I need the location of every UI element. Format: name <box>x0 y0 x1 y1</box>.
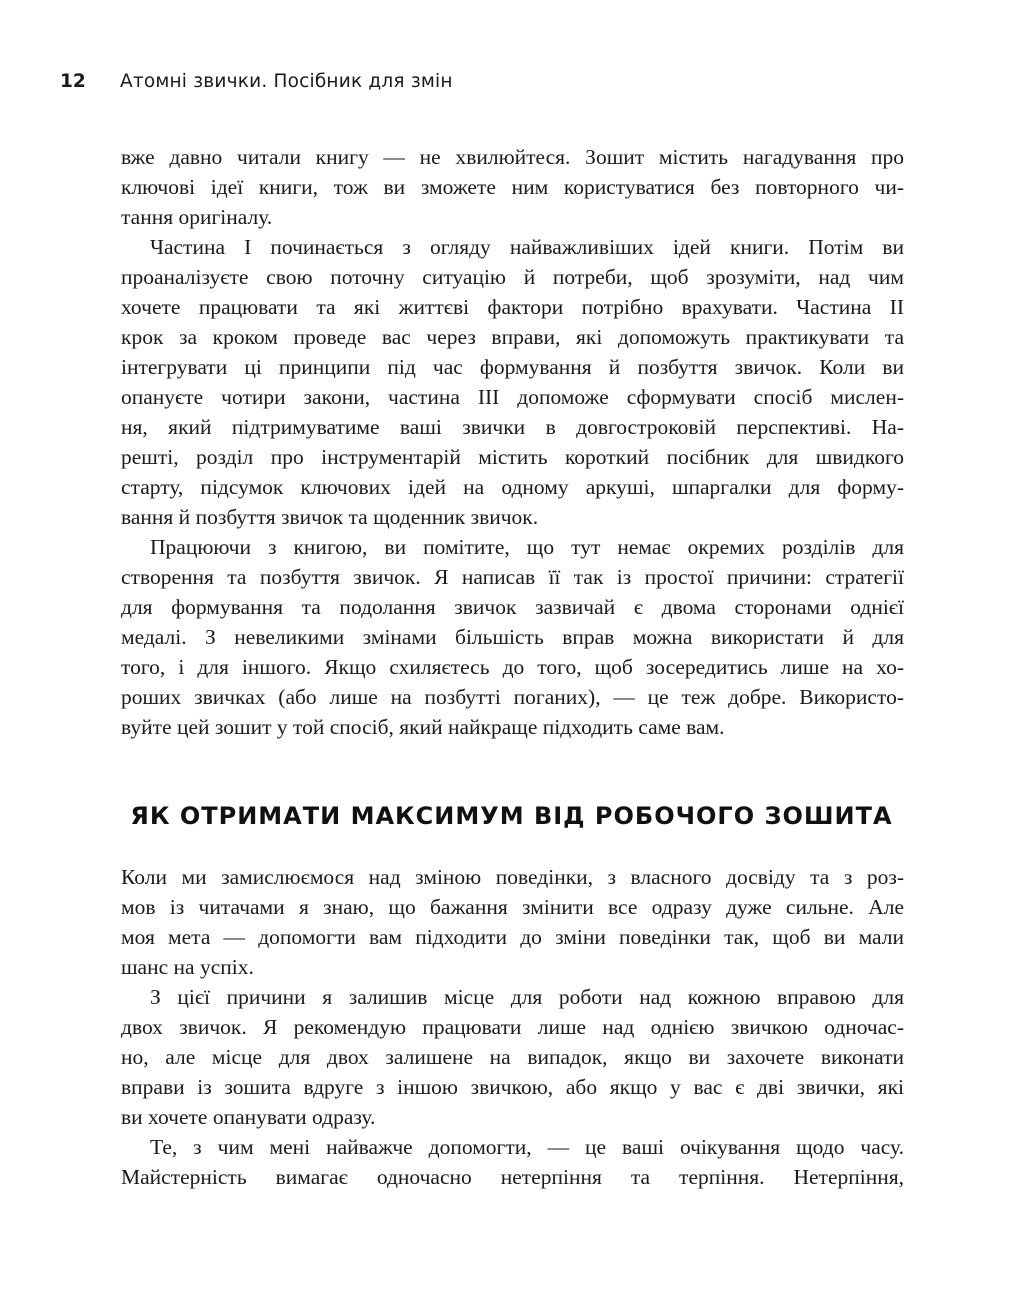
text-line: Працюючи з книгою, ви помітите, що тут немає окремих розділів для <box>150 535 904 559</box>
text-line: медалі. З невеликими змінами більшість вправ можна використати й для <box>121 625 904 649</box>
text-line: тання оригіналу. <box>121 205 273 229</box>
text-line: ключові ідеї книги, тож ви зможете ним користуватися без повторного чи- <box>121 175 904 199</box>
text-line: того, і для іншого. Якщо схиляєтесь до того, щоб зосередитись лише на хо- <box>121 655 904 679</box>
text-line: опануєте чотири закони, частина ІІІ допоможе сформувати спосіб мислен- <box>121 385 904 409</box>
text-line: но, але місце для двох залишене на випадок, якщо ви захочете виконати <box>121 1045 904 1069</box>
text-line: інтегрувати ці принципи під час формування й позбуття звичок. Коли ви <box>121 355 904 379</box>
text-line: З цієї причини я залишив місце для роботи над кожною вправою для <box>150 985 904 1009</box>
text-line: моя мета — допомогти вам підходити до зміни поведінки так, щоб ви мали <box>121 925 904 949</box>
text-line: Те, з чим мені найважче допомогти, — це ваші очікування щодо часу. <box>150 1135 904 1159</box>
text-line: хочете працювати та які життєві фактори потрібно врахувати. Частина ІІ <box>121 295 904 319</box>
body-text-before-heading <box>121 142 904 742</box>
text-line: ня, який підтримуватиме ваші звички в довгостроковій перспективі. На- <box>121 415 904 439</box>
text-line: вання й позбуття звичок та щоденник звичок. <box>121 505 539 529</box>
text-line: для формування та подолання звичок зазвичай є двома сторонами однієї <box>121 595 904 619</box>
text-line: вправи із зошита вдруге з іншою звичкою, або якщо у вас є дві звички, які <box>121 1075 904 1099</box>
text-line: вуйте цей зошит у той спосіб, який найкраще підходить саме вам. <box>121 715 725 739</box>
text-line: двох звичок. Я рекомендую працювати лише над однією звичкою одночас- <box>121 1015 904 1039</box>
running-title: Атомні звички. Посібник для змін <box>120 70 453 92</box>
text-line: шанс на успіх. <box>121 955 254 979</box>
text-line: ви хочете опанувати одразу. <box>121 1105 376 1129</box>
text-line: створення та позбуття звичок. Я написав її так із простої причини: стратегії <box>121 565 904 589</box>
text-line: проаналізуєте свою поточну ситуацію й потреби, щоб зрозуміти, над чим <box>121 265 904 289</box>
text-line: старту, підсумок ключових ідей на одному аркуші, шпаргалки для форму- <box>121 475 904 499</box>
text-line: крок за кроком проведе вас через вправи, які допоможуть практикувати та <box>121 325 904 349</box>
text-line: Частина І починається з огляду найважливіших ідей книги. Потім ви <box>150 235 904 259</box>
body-text-after-heading <box>121 862 904 1192</box>
text-line: Майстерність вимагає одночасно нетерпіння та терпіння. Нетерпіння, <box>121 1165 904 1189</box>
section-heading: ЯК ОТРИМАТИ МАКСИМУМ ВІД РОБОЧОГО ЗОШИТА <box>130 802 893 830</box>
running-header <box>60 66 453 96</box>
text-line: решті, розділ про інструментарій містить короткий посібник для швидкого <box>121 445 904 469</box>
page-number: 12 <box>60 70 86 92</box>
text-line: вже давно читали книгу — не хвилюйтеся. Зошит містить нагадування про <box>121 145 904 169</box>
text-line: роших звичках (або лише на позбутті поганих), — це теж добре. Використо- <box>121 685 904 709</box>
text-line: Коли ми замислюємося над зміною поведінки, з власного досвіду та з роз- <box>121 865 904 889</box>
text-line: мов із читачами я знаю, що бажання змінити все одразу дуже сильне. Але <box>121 895 904 919</box>
